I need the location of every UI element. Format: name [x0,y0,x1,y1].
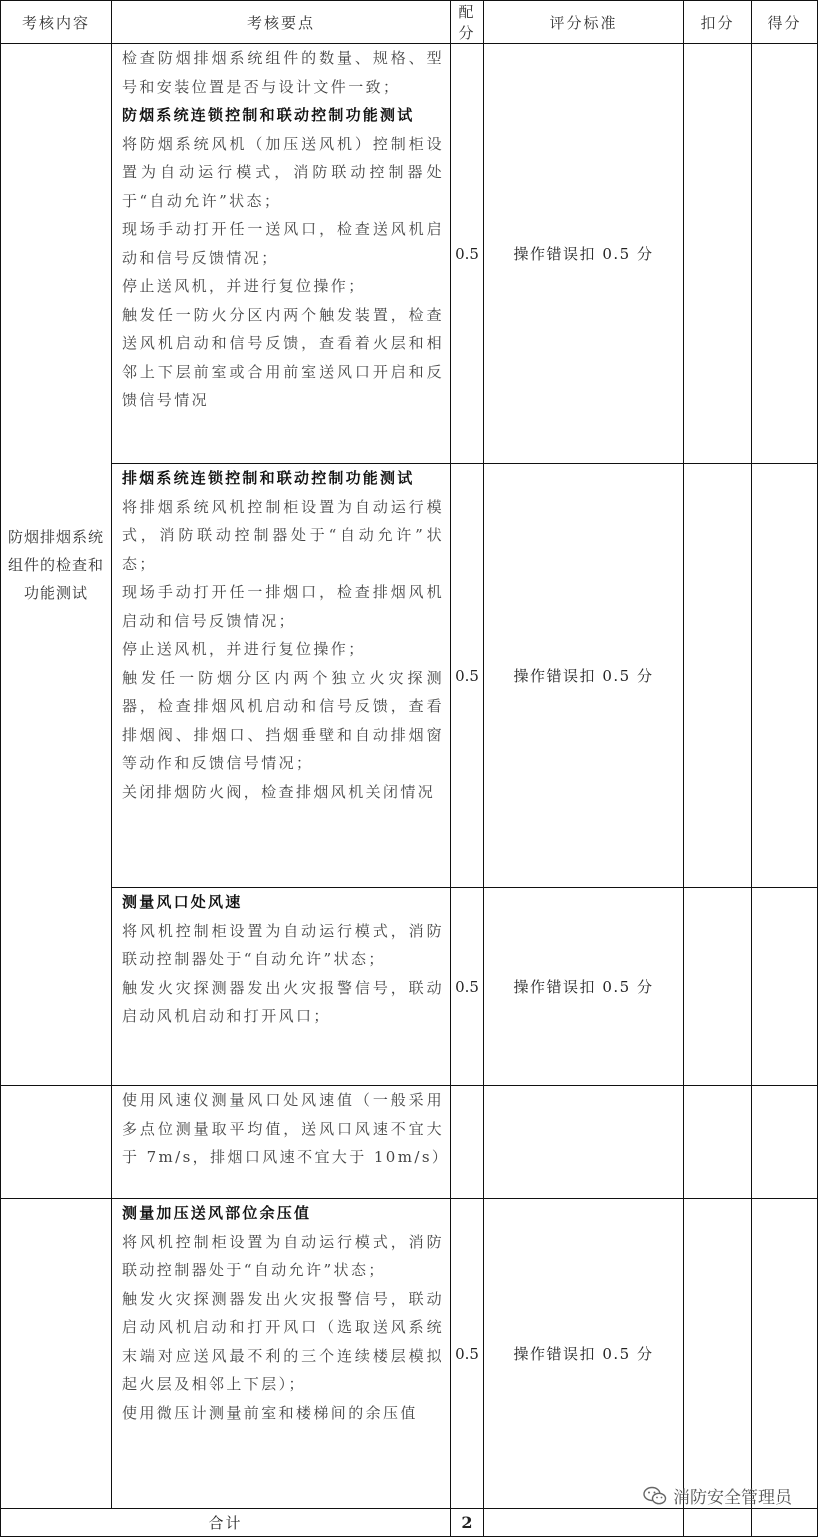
deduct-cell [684,44,752,464]
score-cell: 0.5 [451,888,484,1086]
point-text: 现场手动打开任一排烟口，检查排烟风机启动和信号反馈情况； [122,583,444,630]
section-heading: 测量风口处风速 [122,893,243,911]
header-row [1,1,818,44]
table-row [1,464,818,888]
watermark-text: 消防安全管理员 [673,1488,792,1508]
score-cell [451,1086,484,1199]
total-empty-cell [484,1509,684,1537]
points-cell [112,1199,451,1509]
standard-cell: 操作错误扣 0.5 分 [484,464,684,888]
got-cell [752,1199,818,1509]
point-text: 触发火灾探测器发出火灾报警信号，联动启动风机启动和打开风口（选取送风系统末端对应送风最不利的三个连续楼层模拟起火层及相邻上下层）； [122,1289,444,1393]
wechat-icon [643,1486,667,1506]
standard-cell: 操作错误扣 0.5 分 [484,888,684,1086]
score-cell: 0.5 [451,44,484,464]
table-row [1,888,818,1086]
section-heading: 测量加压送风部位余压值 [122,1204,312,1222]
point-text: 使用微压计测量前室和楼梯间的余压值 [122,1403,418,1422]
header-deduct: 扣分 [684,1,752,44]
standard-cell: 操作错误扣 0.5 分 [484,44,684,464]
header-got: 得分 [752,1,818,44]
got-cell [752,888,818,1086]
point-text: 使用风速仪测量风口处风速值（一般采用多点位测量取平均值，送风口风速不宜大于 7m/s，排烟口风速不宜大于 10m/s） [122,1091,450,1166]
got-cell [752,464,818,888]
point-text: 将防烟系统风机（加压送风机）控制柜设置为自动运行模式，消防联动控制器处于“自动允许”状态； [122,134,444,210]
point-text: 检查防烟排烟系统组件的数量、规格、型号和安装位置是否与设计文件一致； [122,49,444,96]
content-name: 防烟排烟系统组件的检查和功能测试 [7,527,104,602]
point-text: 将排烟系统风机控制柜设置为自动运行模式，消防联动控制器处于“自动允许”状态； [122,497,444,573]
point-text: 触发任一防火分区内两个触发装置，检查送风机启动和信号反馈，查看着火层和相邻上下层前室或合用前室送风口开启和反馈信号情况 [122,305,444,409]
deduct-cell [684,1199,752,1509]
table-row [1,1086,818,1199]
section-heading: 防烟系统连锁控制和联动控制功能测试 [122,106,415,124]
deduct-cell [684,888,752,1086]
header-points: 考核要点 [112,1,451,44]
point-text: 现场手动打开任一送风口，检查送风机启动和信号反馈情况； [122,220,444,267]
section-heading: 排烟系统连锁控制和联动控制功能测试 [122,469,415,487]
total-row [1,1509,818,1537]
deduct-cell [684,464,752,888]
point-text: 将风机控制柜设置为自动运行模式，消防联动控制器处于“自动允许”状态； [122,1232,444,1279]
watermark [643,1483,792,1508]
table-row [1,44,818,464]
score-cell: 0.5 [451,464,484,888]
points-cell [112,1086,451,1199]
points-cell [112,44,451,464]
total-value: 2 [451,1509,484,1537]
header-content: 考核内容 [1,1,112,44]
points-cell [112,464,451,888]
points-cell [112,888,451,1086]
content-name-cell [1,44,112,1086]
total-empty-cell [752,1509,818,1537]
deduct-cell [684,1086,752,1199]
point-text: 将风机控制柜设置为自动运行模式，消防联动控制器处于“自动允许”状态； [122,921,444,968]
point-text: 触发火灾探测器发出火灾报警信号，联动启动风机启动和打开风口； [122,978,444,1025]
standard-cell [484,1086,684,1199]
content-empty-cell [1,1086,112,1199]
content-empty-cell [1,1199,112,1509]
table-row [1,1199,818,1509]
total-label: 合计 [1,1509,451,1537]
header-score: 配分 [451,1,484,44]
point-text: 停止送风机，并进行复位操作； [122,277,366,295]
total-empty-cell [684,1509,752,1537]
standard-cell: 操作错误扣 0.5 分 [484,1199,684,1509]
got-cell [752,1086,818,1199]
score-cell: 0.5 [451,1199,484,1509]
got-cell [752,44,818,464]
point-text: 停止送风机，并进行复位操作； [122,640,366,658]
header-standard: 评分标准 [484,1,684,44]
point-text: 关闭排烟防火阀，检查排烟风机关闭情况 [122,782,436,801]
point-text: 触发任一防烟分区内两个独立火灾探测器，检查排烟风机启动和信号反馈，查看排烟阀、排烟口、挡烟垂壁和自动排烟窗等动作和反馈信号情况； [122,668,444,772]
